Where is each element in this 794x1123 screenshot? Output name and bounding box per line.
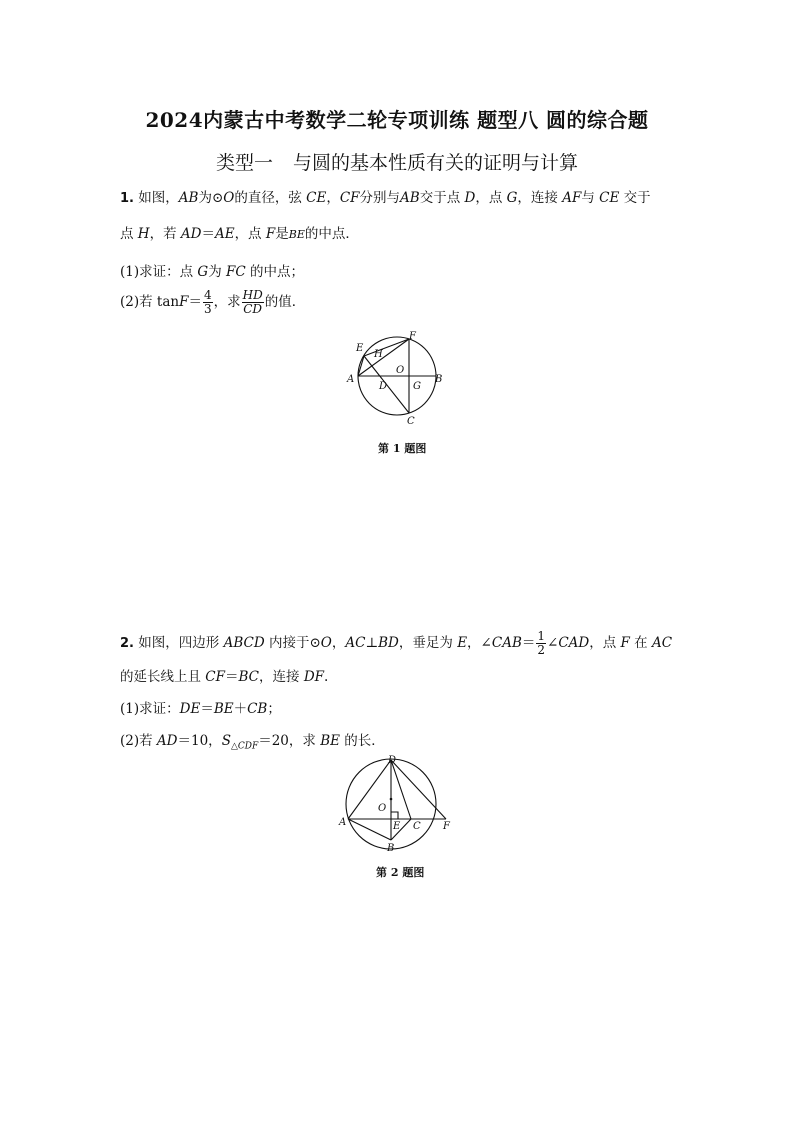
- q2-caption: 第 2 题图: [376, 866, 425, 879]
- label-A2: A: [339, 817, 347, 828]
- section-subtitle: [0, 148, 794, 175]
- q1-line-2: 点 H，若 AD＝AE，点 F是BE的中点．: [120, 226, 359, 242]
- q2-geometry: [338, 755, 451, 854]
- label-B2: B: [387, 843, 395, 854]
- label-E2: E: [393, 821, 401, 832]
- q1-figure: [340, 324, 450, 432]
- q1-number: 1.: [120, 191, 134, 206]
- q1-line-1: 1. 如图，AB为⊙O的直径，弦 CE，CF分别与AB交于点 D，点 G，连接 AF与 CE 交于: [120, 190, 651, 206]
- q2-number: 2.: [120, 636, 134, 651]
- q1-part-1: (1)求证：点 G为 FC 的中点；: [120, 264, 305, 280]
- q2-part-2: (2)若 AD＝10，$S_{\triangle CDF}=20$，求 BE 的长．: [120, 733, 385, 752]
- page-title: 2024内蒙古中考数学二轮专项训练 题型八 圆的综合题: [145, 108, 649, 132]
- label-A: A: [347, 374, 355, 385]
- label-H: H: [374, 349, 383, 360]
- label-F2: F: [443, 821, 450, 832]
- label-B: B: [435, 374, 443, 385]
- q1-part-2: (2)若 tanF＝ $\frac{4}{3}$ ，求 $\frac{HD}{CD}$ 的值．: [120, 288, 306, 316]
- section-topic: 与圆的基本性质有关的证明与计算: [293, 152, 579, 174]
- fraction-hd-cd: $\frac{HD}{CD}$: [242, 288, 263, 316]
- label-F: F: [409, 331, 416, 342]
- q2-center-dot: [390, 798, 393, 801]
- label-C: C: [407, 416, 415, 427]
- fraction-four-thirds: $\frac{4}{3}$: [203, 288, 212, 316]
- label-O2: O: [378, 803, 387, 814]
- label-G: G: [413, 381, 421, 392]
- q1-point-labels: [346, 331, 442, 427]
- label-O: O: [396, 365, 405, 376]
- q2-figure: [334, 750, 464, 856]
- label-E: E: [356, 343, 364, 354]
- label-D2: D: [388, 755, 397, 766]
- section-type: 类型一: [215, 152, 273, 174]
- label-C2: C: [413, 821, 421, 832]
- q1-caption: 第 1 题图: [378, 442, 427, 455]
- q1-segments: [358, 339, 436, 413]
- q2-part-1: (1)求证：DE＝BE＋CB；: [120, 701, 281, 717]
- q2-line-1: 2. 如图，四边形 ABCD 内接于⊙O，AC⊥BD，垂足为 E，∠CAB＝ $\frac{1}{2}$ ∠CAD，点 F 在 AC: [120, 629, 673, 657]
- q2-line-2: 的延长线上且 CF＝BC，连接 DF.: [120, 669, 329, 685]
- fraction-one-half: $\frac{1}{2}$: [537, 629, 545, 657]
- label-D: D: [379, 381, 388, 392]
